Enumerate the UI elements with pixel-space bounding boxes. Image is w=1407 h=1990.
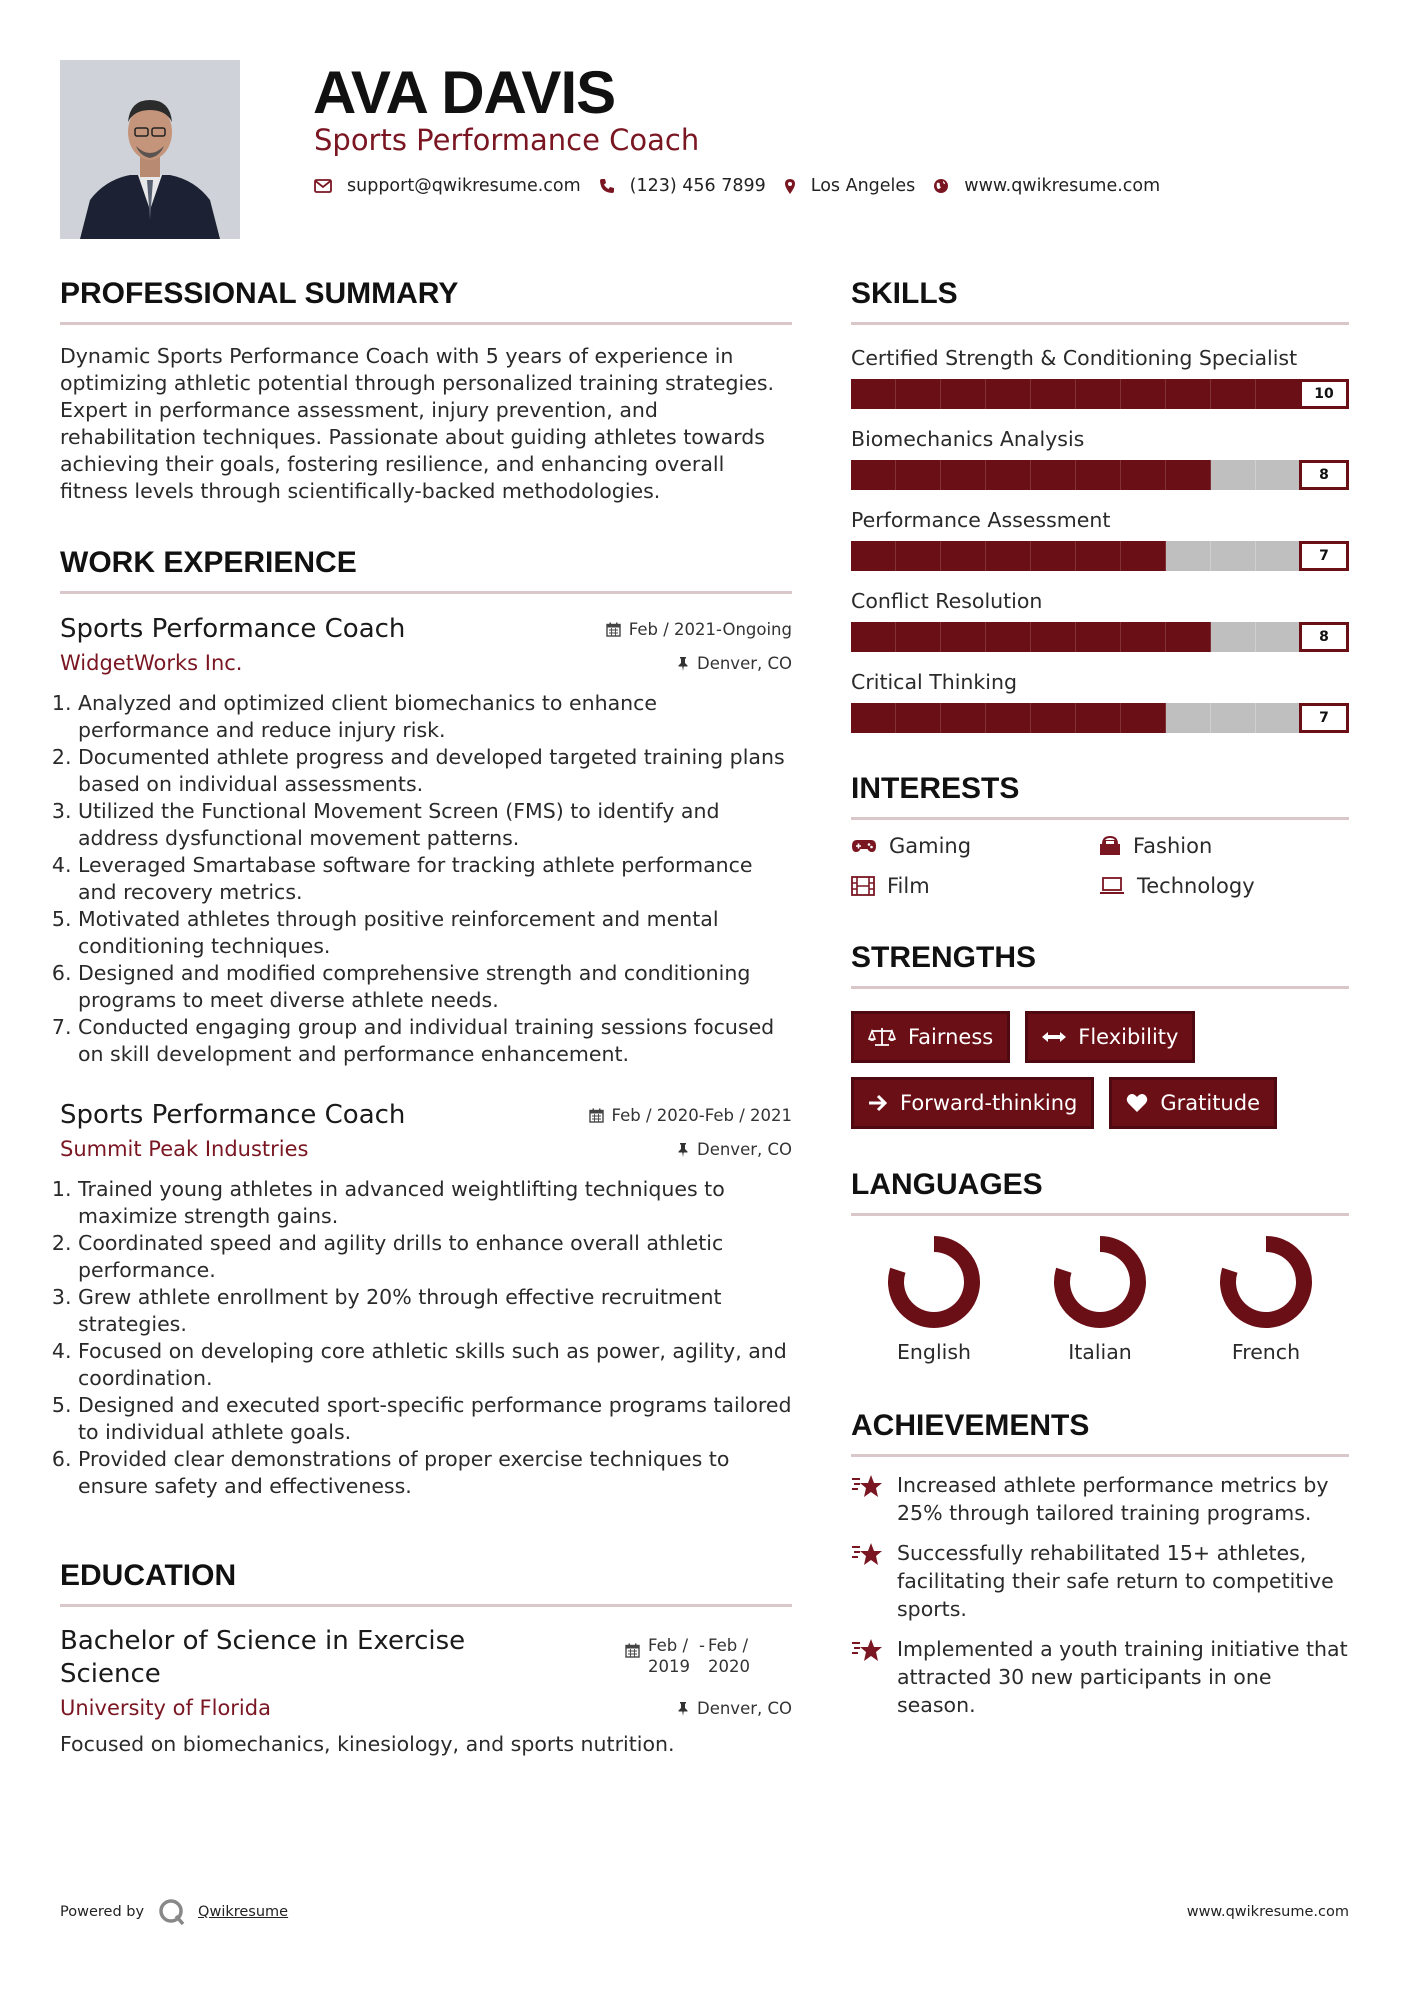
skill-segment-filled (986, 622, 1031, 652)
languages-heading: LANGUAGES (851, 1168, 1043, 1201)
skill-segment-filled (1121, 379, 1166, 409)
scale-icon (868, 1026, 896, 1048)
list-item: 4. Leveraged Smartabase software for tracking athlete performance and recovery metrics. (78, 852, 792, 906)
skill-segment-filled (1076, 541, 1121, 571)
list-item: 4. Focused on developing core athletic skills such as power, agility, and coordination. (78, 1338, 792, 1392)
thumbtack-icon (677, 1142, 689, 1157)
skill-segment-filled (1031, 460, 1076, 490)
job-location (677, 1140, 792, 1159)
achievement-text: Increased athlete performance metrics by 25% through tailored training programs. (897, 1473, 1329, 1525)
strength-chip (1025, 1011, 1195, 1063)
strength-label: Fairness (908, 1025, 994, 1049)
thumbtack-icon (677, 1701, 689, 1716)
calendar-icon (625, 1643, 640, 1658)
skill-segment-filled (896, 703, 941, 733)
skill-segment-filled (986, 541, 1031, 571)
strength-label: Flexibility (1078, 1025, 1179, 1049)
location-text: Los Angeles (810, 176, 916, 196)
skill-level-badge: 7 (1299, 541, 1349, 571)
list-item: 1. Analyzed and optimized client biomechanics to enhance performance and reduce injury risk. (78, 690, 792, 744)
candidate-title: Sports Performance Coach (314, 123, 700, 157)
skill-segment-empty (1256, 703, 1301, 733)
company-name: WidgetWorks Inc. (60, 651, 243, 675)
calendar-icon (589, 1108, 604, 1123)
list-item: 1. Trained young athletes in advanced weightlifting techniques to maximize strength gains. (78, 1176, 792, 1230)
contact-location (784, 176, 916, 196)
strength-chip (1109, 1077, 1277, 1129)
skill-segment-filled (986, 379, 1031, 409)
section-divider (60, 322, 792, 325)
skill-segment-empty (1211, 622, 1256, 652)
strength-chip (851, 1077, 1094, 1129)
skill-segment-filled (896, 379, 941, 409)
skill-segment-filled (851, 379, 896, 409)
list-item: 3. Grew athlete enrollment by 20% through effective recruitment strategies. (78, 1284, 792, 1338)
calendar-icon (606, 622, 621, 637)
skills-section (851, 272, 1349, 733)
skill-segment-filled (1031, 541, 1076, 571)
experience-section (60, 541, 792, 1500)
gamepad-icon (851, 838, 877, 854)
language-item (851, 1234, 1017, 1364)
skill-level-badge: 7 (1299, 703, 1349, 733)
language-level-ring (1052, 1234, 1148, 1330)
interest-label: Technology (1137, 874, 1255, 898)
skill-bar (851, 541, 1349, 571)
left-column (60, 272, 792, 1758)
list-item: 6. Provided clear demonstrations of proper exercise techniques to ensure safety and effectiveness. (78, 1446, 792, 1500)
star-medal-icon (851, 1541, 885, 1567)
list-item: 2. Documented athlete progress and developed targeted training plans based on individual assessments. (78, 744, 792, 798)
skill-segment-filled (986, 703, 1031, 733)
skill-segment-filled (941, 460, 986, 490)
skill-segment-empty (1256, 460, 1301, 490)
skill-segment-filled (1121, 541, 1166, 571)
skill-segment-filled (986, 460, 1031, 490)
contact-email[interactable] (314, 176, 581, 196)
job-date (606, 620, 792, 639)
education-heading: EDUCATION (60, 1559, 237, 1592)
skill-segment-filled (1121, 460, 1166, 490)
skill-segment-filled (851, 622, 896, 652)
skill-bar (851, 460, 1349, 490)
person-portrait-icon (60, 60, 240, 239)
email-text: support@qwikresume.com (347, 176, 581, 196)
company-name: Summit Peak Industries (60, 1137, 309, 1161)
education-location-text: Denver, CO (696, 1698, 792, 1718)
education-description: Focused on biomechanics, kinesiology, and sports nutrition. (60, 1732, 675, 1756)
interest-label: Fashion (1133, 834, 1213, 858)
contact-bar (314, 176, 1178, 196)
arrows-horizontal-icon (1042, 1031, 1066, 1043)
job-title: Sports Performance Coach (60, 1100, 406, 1130)
strength-label: Forward-thinking (900, 1091, 1078, 1115)
strengths-section (851, 936, 1349, 1129)
skill-segment-filled (1211, 379, 1256, 409)
powered-by-text: Powered by (60, 1904, 145, 1920)
skill-segment-filled (1256, 379, 1301, 409)
job-date-text: Feb / 2020-Feb / 2021 (611, 1106, 792, 1125)
skill-segment-filled (1031, 379, 1076, 409)
skill-segment-filled (1076, 379, 1121, 409)
education-end: Feb / 2020 (708, 1636, 750, 1676)
skill-segment-filled (1076, 460, 1121, 490)
languages-section (851, 1163, 1349, 1364)
skill-segment-filled (941, 541, 986, 571)
job-bullets (60, 1176, 792, 1500)
summary-text: Dynamic Sports Performance Coach with 5 years of experience in optimizing athletic potential through personalized training strategies. Expert in performance assessment, injury prevention, and rehabilitation techniques. Passionate about guiding athletes towards achieving their goals, fostering resilience, and enhancing overall fitness levels through scientifically-backed methodologies. (60, 344, 775, 503)
skill-item (851, 343, 1349, 409)
achievement-item (851, 1539, 1349, 1623)
education-start: Feb / 2019 (648, 1636, 690, 1676)
experience-heading: WORK EXPERIENCE (60, 546, 357, 579)
skill-name: Certified Strength & Conditioning Specialist (851, 346, 1298, 370)
degree-title: Bachelor of Science in Exercise Science (60, 1626, 466, 1689)
skill-segment-empty (1166, 703, 1211, 733)
strength-chip (851, 1011, 1010, 1063)
section-divider (60, 591, 792, 594)
website-text: www.qwikresume.com (964, 176, 1161, 196)
achievements-heading: ACHIEVEMENTS (851, 1409, 1090, 1442)
list-item: 7. Conducted engaging group and individual training sessions focused on skill development and performance enhancement. (78, 1014, 792, 1068)
education-dates (625, 1635, 756, 1677)
interests-heading: INTERESTS (851, 772, 1020, 805)
job-date (589, 1106, 792, 1125)
skill-bar (851, 703, 1349, 733)
job-entry (60, 1098, 792, 1500)
film-icon (851, 876, 875, 896)
job-location (677, 654, 792, 673)
skill-segment-filled (1121, 622, 1166, 652)
language-label: English (896, 1340, 972, 1364)
job-date-text: Feb / 2021-Ongoing (628, 620, 792, 639)
language-label: Italian (1068, 1340, 1132, 1364)
skills-heading: SKILLS (851, 277, 958, 310)
interest-item (1099, 874, 1349, 898)
achievement-item (851, 1635, 1349, 1719)
achievement-item (851, 1471, 1349, 1527)
skill-segment-filled (941, 703, 986, 733)
contact-website[interactable] (933, 176, 1160, 196)
school-name: University of Florida (60, 1696, 271, 1720)
skill-level-badge: 8 (1299, 622, 1349, 652)
skill-segment-filled (1076, 703, 1121, 733)
envelope-icon (314, 179, 332, 193)
achievement-text: Successfully rehabilitated 15+ athletes, facilitating their safe return to competitive sports. (897, 1541, 1334, 1621)
language-item (1017, 1234, 1183, 1364)
language-ring-arc (1228, 1244, 1304, 1320)
skill-level-badge: 10 (1299, 379, 1349, 409)
interest-item (1099, 834, 1349, 858)
phone-text: (123) 456 7899 (629, 176, 766, 196)
language-label: French (1231, 1340, 1301, 1364)
interest-label: Gaming (889, 834, 972, 858)
summary-heading: PROFESSIONAL SUMMARY (60, 277, 459, 310)
skill-segment-filled (941, 379, 986, 409)
skill-segment-empty (1211, 703, 1256, 733)
section-divider (851, 986, 1349, 989)
list-item: 3. Utilized the Functional Movement Screen (FMS) to identify and address dysfunctional movement patterns. (78, 798, 792, 852)
skill-segment-empty (1211, 541, 1256, 571)
skill-segment-filled (851, 460, 896, 490)
skills-list (851, 343, 1349, 733)
skill-segment-empty (1211, 460, 1256, 490)
language-level-ring (886, 1234, 982, 1330)
heart-icon (1126, 1093, 1148, 1113)
section-divider (851, 1454, 1349, 1457)
thumbtack-icon (677, 656, 689, 671)
skill-segment-filled (1121, 703, 1166, 733)
skill-name: Conflict Resolution (851, 589, 1043, 613)
job-location-text: Denver, CO (696, 1139, 792, 1159)
skill-name: Biomechanics Analysis (851, 427, 1085, 451)
skill-bar (851, 379, 1349, 409)
globe-icon (933, 178, 949, 194)
contact-phone[interactable] (599, 176, 766, 196)
right-column (851, 272, 1349, 1731)
candidate-name: AVA DAVIS (313, 59, 616, 126)
star-medal-icon (851, 1637, 885, 1663)
skill-name: Critical Thinking (851, 670, 1017, 694)
skill-segment-filled (1166, 379, 1211, 409)
interests-section (851, 767, 1349, 898)
laptop-icon (1099, 877, 1125, 895)
strengths-heading: STRENGTHS (851, 941, 1037, 974)
job-bullets (60, 690, 792, 1068)
star-medal-icon (851, 1473, 885, 1499)
skill-segment-empty (1256, 541, 1301, 571)
footer-url[interactable]: www.qwikresume.com (1186, 1904, 1349, 1920)
skill-segment-filled (941, 622, 986, 652)
skill-item (851, 667, 1349, 733)
skill-segment-filled (896, 460, 941, 490)
language-level-ring (1218, 1234, 1314, 1330)
education-location (677, 1699, 792, 1718)
skill-item (851, 505, 1349, 571)
language-ring-arc (896, 1244, 972, 1320)
job-entry (60, 612, 792, 1068)
date-separator: - (699, 1636, 705, 1655)
skill-segment-filled (1166, 460, 1211, 490)
skill-segment-filled (851, 703, 896, 733)
skill-segment-filled (896, 622, 941, 652)
skill-segment-filled (1076, 622, 1121, 652)
section-divider (60, 1604, 792, 1607)
achievements-section (851, 1404, 1349, 1719)
section-divider (851, 1213, 1349, 1216)
summary-section (60, 272, 792, 505)
strength-label: Gratitude (1160, 1091, 1260, 1115)
skill-bar (851, 622, 1349, 652)
skill-segment-filled (1031, 622, 1076, 652)
brand-link[interactable]: Qwikresume (198, 1904, 289, 1920)
achievement-text: Implemented a youth training initiative that attracted 30 new participants in one season. (897, 1637, 1348, 1717)
language-item (1183, 1234, 1349, 1364)
job-location-text: Denver, CO (696, 653, 792, 673)
skill-segment-empty (1166, 541, 1211, 571)
phone-icon (599, 178, 615, 194)
interest-item (851, 874, 1099, 898)
skill-segment-empty (1256, 622, 1301, 652)
education-section (60, 1554, 792, 1758)
skill-name: Performance Assessment (851, 508, 1111, 532)
list-item: 5. Designed and executed sport-specific performance programs tailored to individual athlete goals. (78, 1392, 792, 1446)
skill-level-badge: 8 (1299, 460, 1349, 490)
skill-segment-filled (851, 541, 896, 571)
qwikresume-logo-icon (158, 1898, 186, 1926)
shopping-bag-icon (1099, 836, 1121, 856)
skill-segment-filled (896, 541, 941, 571)
arrow-right-icon (868, 1094, 888, 1112)
interest-item (851, 834, 1099, 858)
section-divider (851, 817, 1349, 820)
list-item: 5. Motivated athletes through positive reinforcement and mental conditioning techniques. (78, 906, 792, 960)
profile-photo (60, 60, 240, 239)
section-divider (851, 322, 1349, 325)
skill-item (851, 424, 1349, 490)
language-ring-arc (1062, 1244, 1138, 1320)
skill-segment-filled (1166, 622, 1211, 652)
interest-label: Film (887, 874, 930, 898)
list-item: 6. Designed and modified comprehensive strength and conditioning programs to meet diverse athlete needs. (78, 960, 792, 1014)
map-pin-icon (784, 178, 796, 195)
list-item: 2. Coordinated speed and agility drills to enhance overall athletic performance. (78, 1230, 792, 1284)
skill-item (851, 586, 1349, 652)
skill-segment-filled (1031, 703, 1076, 733)
footer-powered-by (60, 1898, 288, 1926)
job-title: Sports Performance Coach (60, 614, 406, 644)
